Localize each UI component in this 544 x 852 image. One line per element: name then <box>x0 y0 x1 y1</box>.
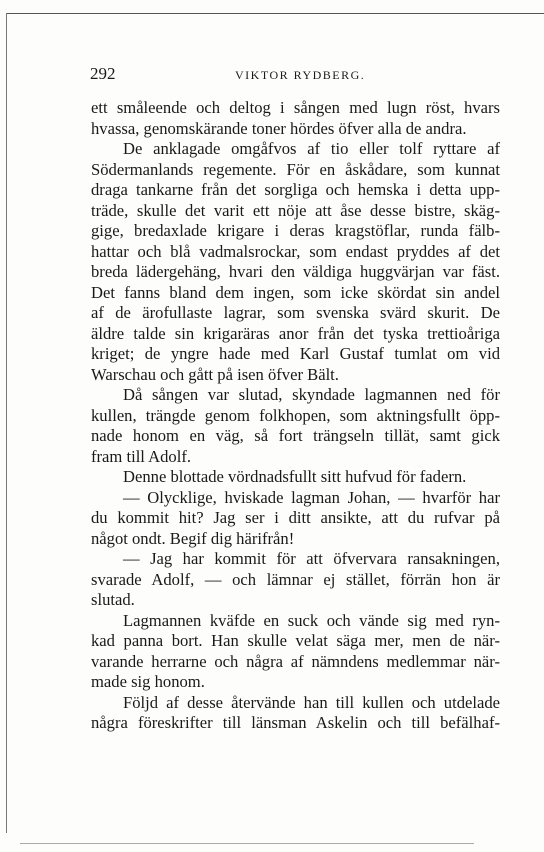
text-line: äldre talde sin krigaräras anor från det tyska trettioåriga <box>91 323 500 343</box>
text-line: du kommit hit? Jag ser i ditt ansikte, att du rufvar på <box>91 508 500 527</box>
text-line: kad panna bort. Han skulle velat säga mer, men de när- <box>91 631 500 650</box>
text-line: några föreskrifter till länsman Askelin och till befälhaf- <box>91 713 500 732</box>
text-line: gige, bredaxlade krigare i deras kragstöflar, runda fälb- <box>91 221 500 240</box>
text-line: Denne blottade vördnadsfullt sitt hufvud för fadern. <box>123 467 467 486</box>
page-edge-left <box>6 13 7 833</box>
text-line: Det fanns bland dem ingen, som icke skördat sin andel <box>91 282 500 302</box>
text-line: Södermanlands regemente. För en åskådare, som kunnat <box>91 159 500 179</box>
text-line: kullen, trängde genom folkhopen, som aktningsfullt öpp- <box>91 405 500 425</box>
text-line: af de ärofullaste lagrar, som svenska svärd skurit. De <box>91 303 500 322</box>
text-line: nade honom en väg, så fort trängseln tillät, samt gick <box>91 426 500 445</box>
text-line: Följd af desse återvände han till kullen och utdelade <box>123 692 500 712</box>
text-line: — Jag har kommit för att öfvervara ransakningen, <box>123 549 500 568</box>
text-line: Warschau och gått på isen öfver Bält. <box>91 364 339 384</box>
text-line: draga tankarne från det sorgliga och hemska i detta upp- <box>91 180 500 199</box>
text-line: hattar och blå vadmalsrockar, som endast pryddes af det <box>91 241 500 261</box>
text-line: något ondt. Begif dig härifrån! <box>91 528 295 548</box>
text-line: — Olycklige, hviskade lagman Johan, — hvarför har <box>123 487 500 507</box>
text-line: hvassa, genomskärande toner hördes öfver alla de andra. <box>91 118 467 138</box>
text-line: fram till Adolf. <box>91 446 192 466</box>
page-edge-bottom <box>20 843 474 844</box>
text-line: varande herrarne och några af nämndens medlemmar när- <box>91 651 500 671</box>
text-line: De anklagade omgåfvos af tio eller tolf ryttare af <box>123 139 500 158</box>
page-number: 292 <box>90 64 116 83</box>
text-line: ett småleende och deltog i sången med lugn röst, hvars <box>91 98 500 117</box>
running-head: VIKTOR RYDBERG. <box>235 68 366 82</box>
page-edge-top <box>6 13 544 14</box>
text-line: Då sången var slutad, skyndade lagmannen ned för <box>123 385 500 404</box>
text-line: breda lädergehäng, hvari den väldiga huggvärjan var fäst. <box>91 262 500 281</box>
text-line: träde, skulle det varit ett nöje att åse desse bistre, skäg- <box>91 200 500 220</box>
text-line: made sig honom. <box>91 672 205 691</box>
body-text <box>91 98 500 734</box>
text-line: Lagmannen kväfde en suck och vände sig med ryn- <box>123 610 500 630</box>
text-line: kriget; de yngre hade med Karl Gustaf tumlat om vid <box>91 344 500 363</box>
text-line: svarade Adolf, — och lämnar ej stället, förrän hon är <box>91 569 500 589</box>
page-header <box>90 64 500 88</box>
text-line: slutad. <box>91 590 135 609</box>
